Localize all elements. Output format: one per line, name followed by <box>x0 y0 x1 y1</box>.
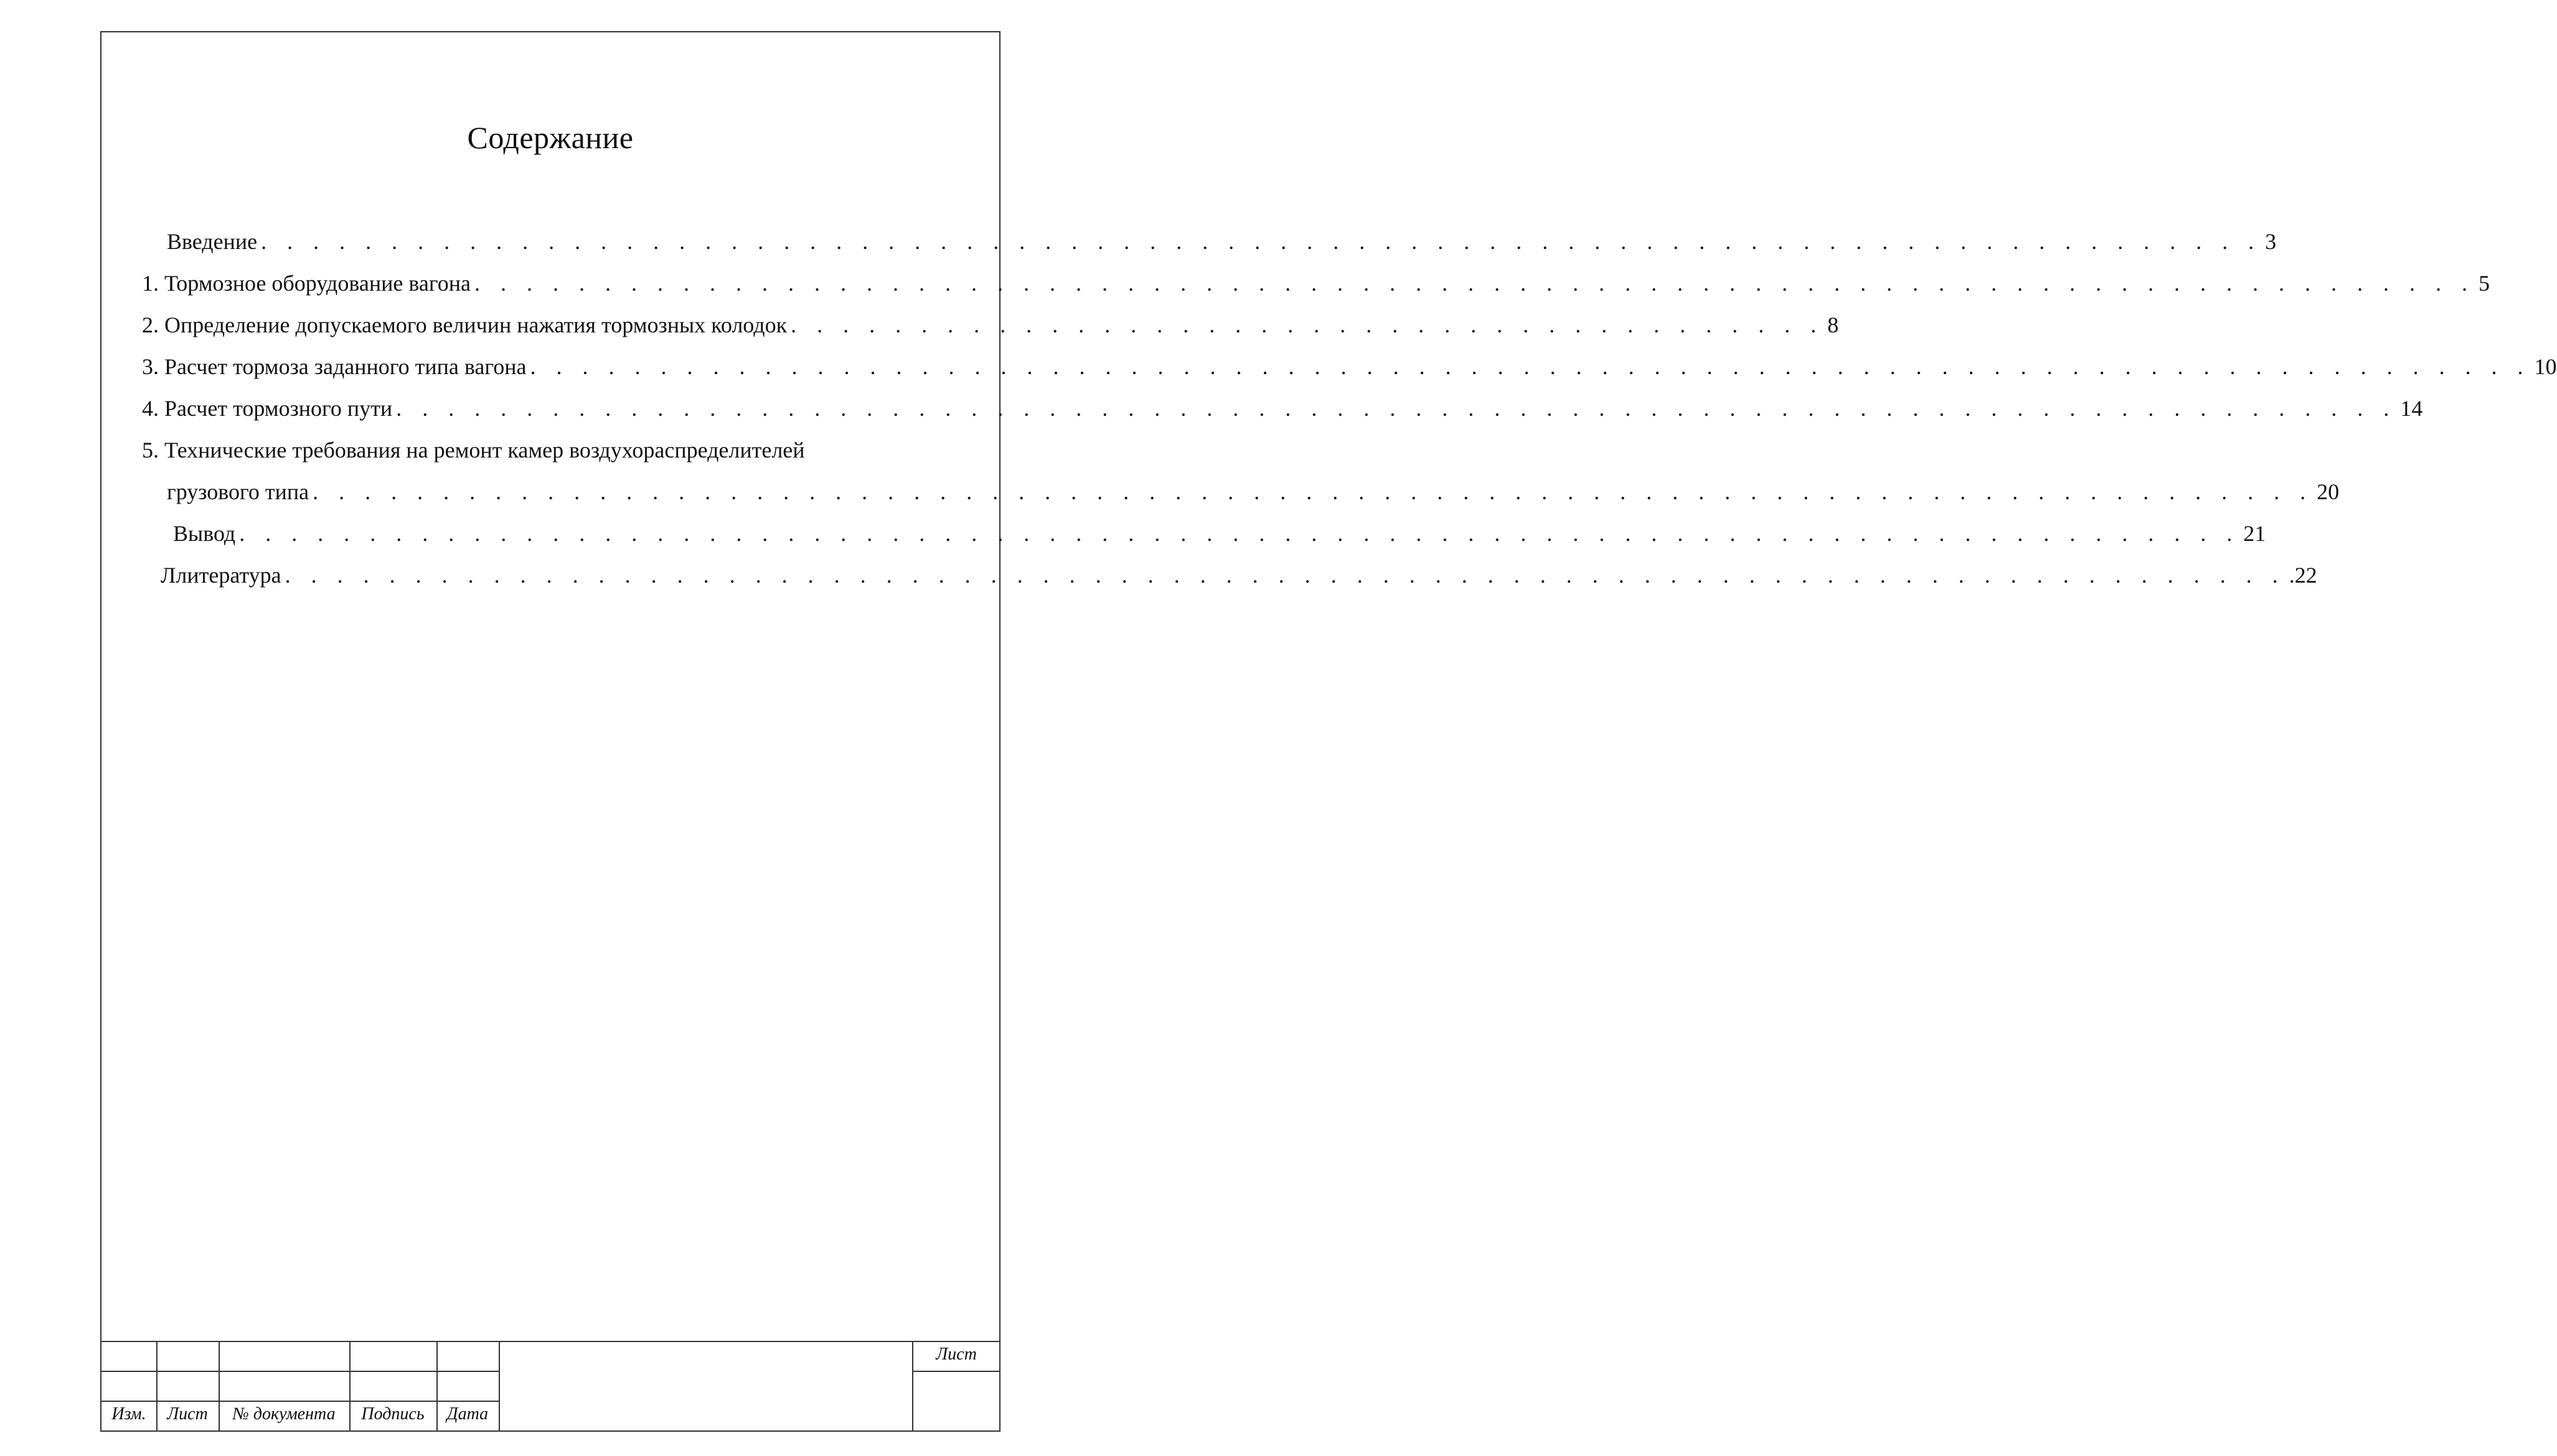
toc-entry-literature <box>161 562 2317 588</box>
toc-entry-text: Технические требования на ремонт камер воздухораспределителей <box>164 438 805 463</box>
stamp-sheet-label: Лист <box>936 1345 977 1364</box>
stamp-divider <box>101 1371 500 1372</box>
toc-page-number: 10 <box>2534 354 2557 379</box>
toc-entry-text: Расчет тормозного пути <box>164 396 393 421</box>
toc-page-number: 20 <box>2317 479 2340 504</box>
stamp-signature-label: Подпись <box>361 1404 425 1424</box>
toc-entry-3 <box>142 354 2557 380</box>
stamp-date-label: Дата <box>446 1404 489 1424</box>
toc-entry-number: 3. <box>142 354 159 379</box>
toc-entry-4 <box>142 395 2423 421</box>
stamp-izm-label: Изм. <box>111 1404 146 1424</box>
stamp-divider <box>101 1401 500 1402</box>
toc-entry-number: 2. <box>142 312 159 337</box>
toc-entry-2 <box>142 312 1839 338</box>
toc-entry-text: Введение <box>167 229 258 254</box>
toc-entry-text: грузового типа <box>167 479 309 504</box>
toc-entry-text: Тормозное оборудование вагона <box>164 271 471 296</box>
toc-entry-text: Ллитература <box>161 563 281 588</box>
toc-leader-dots: . . . . . . . . . . . . . . . . . . . . . . . . . . . . . . . . . . . . . . . . . . . . . . . . . . . . . . . . . . . . . . . . . . . . . . . . . . . . . <box>530 354 2531 379</box>
toc-leader-dots: . . . . . . . . . . . . . . . . . . . . . . . . . . . . . . . . . . . . . . . . . . . . . . . . . . . . . . . . . . . . . . . . . . . . . . . . . . . . . <box>261 229 2262 254</box>
toc-page-number: 8 <box>1827 312 1839 337</box>
page-frame <box>100 31 2557 1432</box>
toc-page-number: 14 <box>2400 396 2423 421</box>
toc-leader-dots: . . . . . . . . . . . . . . . . . . . . . . . . . . . . . . . . . . . . . . . . . . . . . . . . . . . . . . . . . . . . . . . . . . . . . . . . . . . . . <box>396 396 2397 421</box>
toc-page-number: 21 <box>2243 521 2266 546</box>
stamp-divider <box>912 1371 1001 1372</box>
title-block-stamp <box>101 1341 999 1430</box>
toc-entry-text: Расчет тормоза заданного типа вагона <box>164 354 527 379</box>
toc-page-number: 5 <box>2478 271 2490 296</box>
toc-entry-text: Определение допускаемого величин нажатия тормозных колодок <box>164 312 788 337</box>
page-title: Содержание <box>467 120 634 155</box>
toc-entry-number: 5. <box>142 438 159 463</box>
toc-page-number: .22 <box>2289 563 2317 588</box>
toc-leader-dots: . . . . . . . . . . . . . . . . . . . . . . . . . . . . . . . . . . . . . . . . <box>791 312 1824 337</box>
toc-leader-dots: . . . . . . . . . . . . . . . . . . . . . . . . . . . . . . . . . . . . . . . . . . . . . . . . . . . . . . . . . . . . . . . . . . . . . . . . . . . . . <box>239 521 2240 546</box>
toc-entry-5-continued <box>167 479 2340 505</box>
toc-entry-1 <box>142 270 2490 296</box>
toc-leader-dots: . . . . . . . . . . . . . . . . . . . . . . . . . . . . . . . . . . . . . . . . . . . . . . . . . . . . . . . . . . . . . . . . . . . . . . . . . . . . . <box>285 563 2286 588</box>
toc-leader-dots: . . . . . . . . . . . . . . . . . . . . . . . . . . . . . . . . . . . . . . . . . . . . . . . . . . . . . . . . . . . . . . . . . . . . . . . . . . . . . <box>474 271 2475 296</box>
toc-entry-5 <box>142 437 984 463</box>
toc-entry-number: 4. <box>142 396 159 421</box>
stamp-doc-number-label: № документа <box>232 1404 336 1424</box>
stamp-divider <box>499 1342 500 1430</box>
stamp-list-label: Лист <box>167 1404 208 1424</box>
toc-entry-number: 1. <box>142 271 159 296</box>
toc-entry-introduction <box>167 228 2277 255</box>
toc-page-number: 3 <box>2265 229 2277 254</box>
toc-entry-conclusion <box>173 520 2266 547</box>
toc-leader-dots: . . . . . . . . . . . . . . . . . . . . . . . . . . . . . . . . . . . . . . . . . . . . . . . . . . . . . . . . . . . . . . . . . . . . . . . . . . . . . <box>313 479 2314 504</box>
toc-entry-text: Вывод <box>173 521 236 546</box>
